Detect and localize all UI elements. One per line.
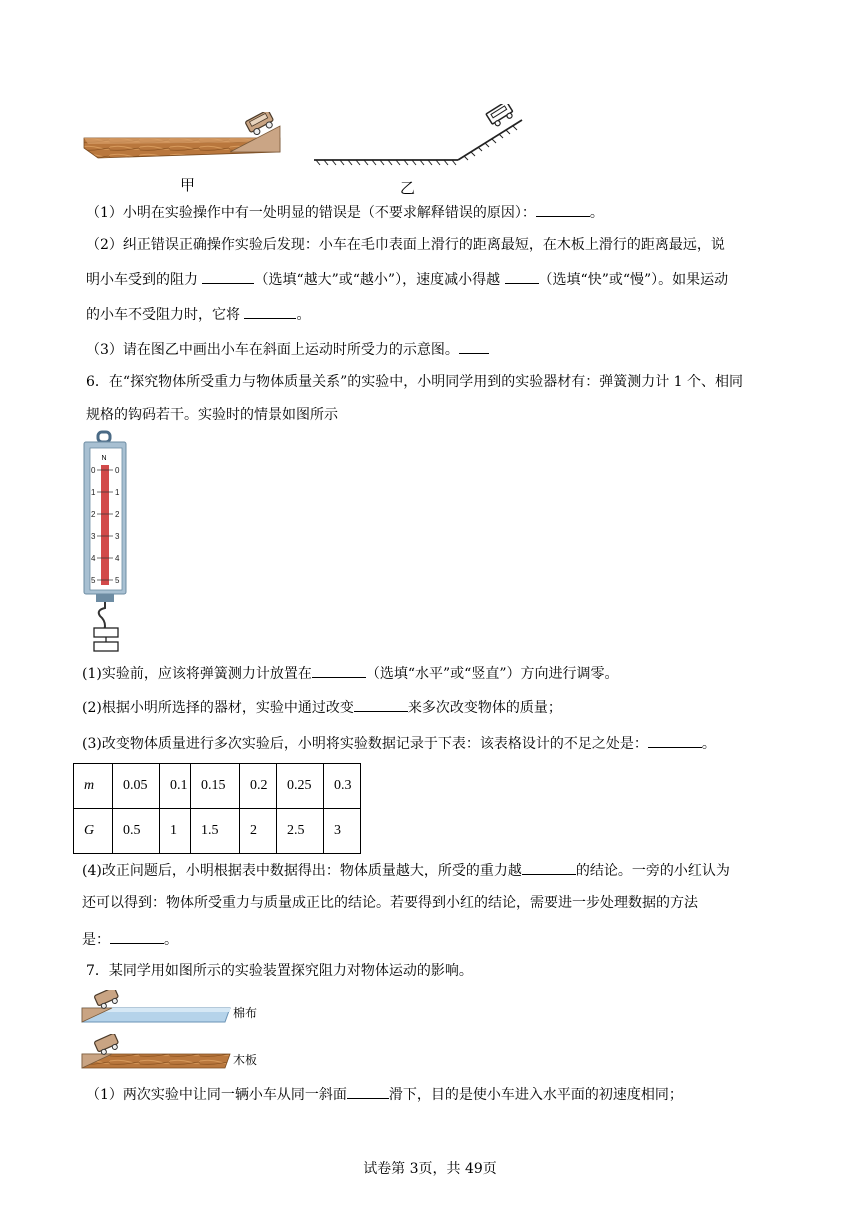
scale-mark: 3 — [115, 532, 120, 541]
q6-part3: (3)改变物体质量进行多次实验后，小明将实验数据记录于下表：该表格设计的不足之处是： 。 — [82, 732, 716, 754]
scale-mark: 0 — [115, 466, 120, 475]
q6-part4-line3: 是： 。 — [82, 928, 178, 950]
q5-part2-line1: （2）纠正错误正确操作实验后发现：小车在毛巾表面上滑行的距离最短，在木板上滑行的距离最远，说 — [86, 237, 725, 253]
table-cell: 0.1 — [160, 764, 191, 809]
answer-blank[interactable] — [648, 732, 702, 748]
table-cell: 2 — [240, 809, 277, 854]
answer-blank[interactable] — [522, 859, 576, 875]
q5-part2-line2: 明小车受到的阻力 （选填“越大”或“越小”），速度减小得越 （选填“快”或“慢”）。如果运动 — [86, 268, 728, 290]
answer-blank[interactable] — [354, 696, 408, 712]
answer-blank[interactable] — [110, 928, 164, 944]
label-board: 木板 — [233, 1053, 258, 1067]
table-cell: 2.5 — [277, 809, 324, 854]
q6-part4-line2: 还可以得到：物体所受重力与质量成正比的结论。若要得到小红的结论，需要进一步处理数据的方法 — [82, 895, 698, 911]
q6-intro-line2: 规格的钩码若干。实验时的情景如图所示 — [86, 407, 338, 423]
table-cell: 1.5 — [191, 809, 240, 854]
table-cell: G — [74, 809, 113, 854]
figure-yi — [308, 104, 533, 168]
q5-part3: （3）请在图乙中画出小车在斜面上运动时所受力的示意图。 — [86, 338, 489, 360]
table-cell: m — [74, 764, 113, 809]
table-cell: 3 — [324, 809, 361, 854]
scale-mark: 5 — [115, 576, 120, 585]
table-row — [74, 764, 361, 809]
label-cotton: 棉布 — [233, 1006, 258, 1020]
data-table — [73, 763, 361, 854]
answer-blank[interactable] — [536, 201, 590, 217]
q7-intro: 7．某同学用如图所示的实验装置探究阻力对物体运动的影响。 — [86, 963, 473, 979]
table-cell: 0.2 — [240, 764, 277, 809]
scale-mark: 2 — [91, 510, 96, 519]
q6-intro-line1: 6．在“探究物体所受重力与物体质量关系”的实验中，小明同学用到的实验器材有：弹簧测力计 1 个、相同 — [86, 374, 744, 390]
table-cell: 0.5 — [113, 809, 160, 854]
table-cell: 0.05 — [113, 764, 160, 809]
q7-part1: （1）两次实验中让同一辆小车从同一斜面 滑下，目的是使小车进入水平面的初速度相同； — [86, 1083, 683, 1105]
q6-part1: (1)实验前，应该将弹簧测力计放置在 （选填“水平”或“竖直”）方向进行调零。 — [82, 662, 618, 684]
answer-blank[interactable] — [505, 268, 539, 284]
q6-part4-line1: (4)改正问题后，小明根据表中数据得出：物体质量越大，所受的重力越 的结论。一旁的小红认为 — [82, 859, 730, 881]
spring-scale-figure — [82, 430, 130, 655]
answer-blank[interactable] — [244, 303, 296, 319]
figure-jia — [80, 112, 290, 164]
scale-mark: 0 — [91, 466, 96, 475]
answer-blank[interactable] — [459, 338, 489, 354]
table-cell: 0.3 — [324, 764, 361, 809]
scale-mark: 5 — [91, 576, 96, 585]
table-cell: 0.15 — [191, 764, 240, 809]
page-footer: 试卷第 3页，共 49页 — [363, 1161, 497, 1177]
scale-mark: 4 — [115, 554, 120, 563]
q6-part2: (2)根据小明所选择的器材，实验中通过改变 来多次改变物体的质量； — [82, 696, 562, 718]
answer-blank[interactable] — [202, 268, 254, 284]
scale-mark: 1 — [91, 488, 96, 497]
scale-mark: 3 — [91, 532, 96, 541]
table-cell: 1 — [160, 809, 191, 854]
table-cell: 0.25 — [277, 764, 324, 809]
table-row — [74, 809, 361, 854]
answer-blank[interactable] — [312, 662, 366, 678]
q5-part2-line3: 的小车不受阻力时，它将 。 — [86, 303, 310, 325]
figure-label-yi: 乙 — [400, 179, 416, 197]
scale-unit-label: N — [101, 455, 107, 462]
figure-label-jia: 甲 — [180, 176, 196, 194]
scale-mark: 1 — [115, 488, 120, 497]
scale-mark: 2 — [115, 510, 120, 519]
scale-mark: 4 — [91, 554, 96, 563]
answer-blank[interactable] — [347, 1083, 389, 1099]
q5-part1: （1）小明在实验操作中有一处明显的错误是（不要求解释错误的原因）： 。 — [86, 201, 604, 223]
